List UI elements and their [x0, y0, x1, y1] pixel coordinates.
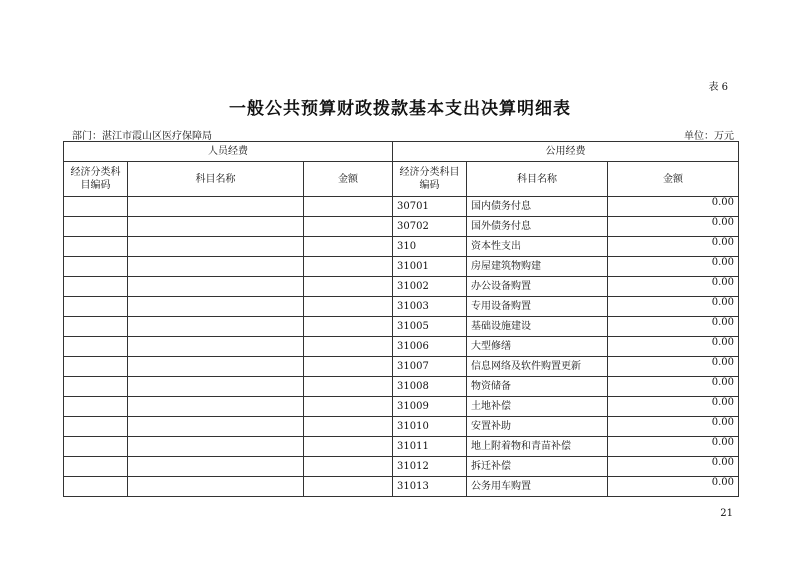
personnel-code-cell: [64, 257, 128, 277]
personnel-name-cell: [128, 277, 304, 297]
personnel-name-cell: [128, 197, 304, 217]
personnel-amount-cell: [304, 297, 393, 317]
page-number: 21: [720, 508, 733, 519]
personnel-code-cell: [64, 337, 128, 357]
public-name-cell: 国内债务付息: [467, 197, 608, 217]
group-public-header: 公用经费: [393, 142, 739, 162]
public-code-cell: 31013: [393, 477, 467, 497]
public-name-cell: 房屋建筑物购建: [467, 257, 608, 277]
amount-value: 0.00: [711, 457, 735, 468]
public-amount-cell: [608, 457, 739, 477]
table-row: [64, 317, 739, 337]
group-personnel-header: 人员经费: [64, 142, 393, 162]
public-amount-cell: [608, 377, 739, 397]
personnel-amount-cell: [304, 217, 393, 237]
table-row: [64, 437, 739, 457]
public-name-cell: 办公设备购置: [467, 277, 608, 297]
personnel-amount-cell: [304, 317, 393, 337]
public-code-cell: 31008: [393, 377, 467, 397]
table-row: [64, 337, 739, 357]
personnel-amount-cell: [304, 237, 393, 257]
personnel-amount-cell: [304, 337, 393, 357]
public-amount-cell: [608, 217, 739, 237]
public-name-cell: 安置补助: [467, 417, 608, 437]
public-code-cell: 31002: [393, 277, 467, 297]
table-row: [64, 237, 739, 257]
personnel-name-cell: [128, 417, 304, 437]
personnel-name-cell: [128, 477, 304, 497]
public-amount-cell: [608, 437, 739, 457]
public-amount-cell: [608, 397, 739, 417]
public-code-cell: 31005: [393, 317, 467, 337]
col-header-amount: 金额: [608, 162, 739, 197]
amount-value: 0.00: [711, 297, 735, 308]
table-number: 表 6: [708, 82, 728, 93]
public-code-cell: 31012: [393, 457, 467, 477]
public-code-cell: 31009: [393, 397, 467, 417]
column-header-row: [64, 162, 739, 197]
personnel-name-cell: [128, 357, 304, 377]
personnel-amount-cell: [304, 357, 393, 377]
amount-value: 0.00: [711, 337, 735, 348]
personnel-name-cell: [128, 457, 304, 477]
expenditure-table: [63, 141, 739, 497]
personnel-code-cell: [64, 237, 128, 257]
personnel-name-cell: [128, 337, 304, 357]
public-code-cell: 31007: [393, 357, 467, 377]
public-name-cell: 地上附着物和青苗补偿: [467, 437, 608, 457]
public-name-cell: 土地补偿: [467, 397, 608, 417]
public-name-cell: 大型修缮: [467, 337, 608, 357]
personnel-code-cell: [64, 397, 128, 417]
table-row: [64, 397, 739, 417]
public-code-cell: 310: [393, 237, 467, 257]
personnel-amount-cell: [304, 257, 393, 277]
personnel-code-cell: [64, 277, 128, 297]
public-amount-cell: [608, 277, 739, 297]
table-row: [64, 457, 739, 477]
public-code-cell: 31001: [393, 257, 467, 277]
public-amount-cell: [608, 477, 739, 497]
personnel-code-cell: [64, 377, 128, 397]
col-header-amount: 金额: [304, 162, 393, 197]
amount-value: 0.00: [711, 477, 735, 488]
page-title: 一般公共预算财政拨款基本支出决算明细表: [229, 99, 571, 119]
public-code-cell: 31006: [393, 337, 467, 357]
personnel-code-cell: [64, 197, 128, 217]
amount-value: 0.00: [711, 397, 735, 408]
group-header-row: [64, 142, 739, 162]
public-code-cell: 31011: [393, 437, 467, 457]
personnel-code-cell: [64, 417, 128, 437]
amount-value: 0.00: [711, 437, 735, 448]
public-name-cell: 资本性支出: [467, 237, 608, 257]
public-name-cell: 公务用车购置: [467, 477, 608, 497]
amount-value: 0.00: [711, 417, 735, 428]
personnel-amount-cell: [304, 397, 393, 417]
personnel-code-cell: [64, 457, 128, 477]
personnel-name-cell: [128, 217, 304, 237]
personnel-code-cell: [64, 317, 128, 337]
public-name-cell: 拆迁补偿: [467, 457, 608, 477]
public-code-cell: 31003: [393, 297, 467, 317]
table-row: [64, 297, 739, 317]
table-row: [64, 257, 739, 277]
personnel-code-cell: [64, 217, 128, 237]
personnel-amount-cell: [304, 437, 393, 457]
table-row: [64, 217, 739, 237]
public-name-cell: 国外债务付息: [467, 217, 608, 237]
public-name-cell: 专用设备购置: [467, 297, 608, 317]
personnel-amount-cell: [304, 277, 393, 297]
personnel-amount-cell: [304, 197, 393, 217]
public-name-cell: 基础设施建设: [467, 317, 608, 337]
amount-value: 0.00: [711, 257, 735, 268]
public-code-cell: 30702: [393, 217, 467, 237]
personnel-code-cell: [64, 477, 128, 497]
personnel-amount-cell: [304, 377, 393, 397]
personnel-name-cell: [128, 397, 304, 417]
personnel-name-cell: [128, 437, 304, 457]
public-amount-cell: [608, 237, 739, 257]
public-name-cell: 信息网络及软件购置更新: [467, 357, 608, 377]
public-code-cell: 30701: [393, 197, 467, 217]
personnel-code-cell: [64, 297, 128, 317]
public-amount-cell: [608, 337, 739, 357]
col-header-name: 科目名称: [128, 162, 304, 197]
amount-value: 0.00: [711, 377, 735, 388]
table-row: [64, 477, 739, 497]
public-amount-cell: [608, 197, 739, 217]
personnel-code-cell: [64, 437, 128, 457]
personnel-name-cell: [128, 377, 304, 397]
personnel-code-cell: [64, 357, 128, 377]
public-name-cell: 物资储备: [467, 377, 608, 397]
public-amount-cell: [608, 297, 739, 317]
personnel-name-cell: [128, 317, 304, 337]
table-row: [64, 277, 739, 297]
personnel-name-cell: [128, 257, 304, 277]
public-amount-cell: [608, 317, 739, 337]
col-header-name: 科目名称: [467, 162, 608, 197]
col-header-code: 经济分类科目编码: [393, 162, 467, 197]
amount-value: 0.00: [711, 357, 735, 368]
personnel-amount-cell: [304, 477, 393, 497]
table-row: [64, 417, 739, 437]
personnel-amount-cell: [304, 457, 393, 477]
amount-value: 0.00: [711, 237, 735, 248]
public-amount-cell: [608, 357, 739, 377]
public-amount-cell: [608, 417, 739, 437]
department-label: 部门：湛江市霞山区医疗保障局: [72, 131, 212, 142]
table-row: [64, 357, 739, 377]
public-code-cell: 31010: [393, 417, 467, 437]
personnel-name-cell: [128, 297, 304, 317]
amount-value: 0.00: [711, 317, 735, 328]
col-header-code: 经济分类科目编码: [64, 162, 128, 197]
unit-label: 单位：万元: [684, 131, 734, 142]
amount-value: 0.00: [711, 197, 735, 208]
table-row: [64, 197, 739, 217]
personnel-name-cell: [128, 237, 304, 257]
personnel-amount-cell: [304, 417, 393, 437]
public-amount-cell: [608, 257, 739, 277]
amount-value: 0.00: [711, 277, 735, 288]
amount-value: 0.00: [711, 217, 735, 228]
table-row: [64, 377, 739, 397]
